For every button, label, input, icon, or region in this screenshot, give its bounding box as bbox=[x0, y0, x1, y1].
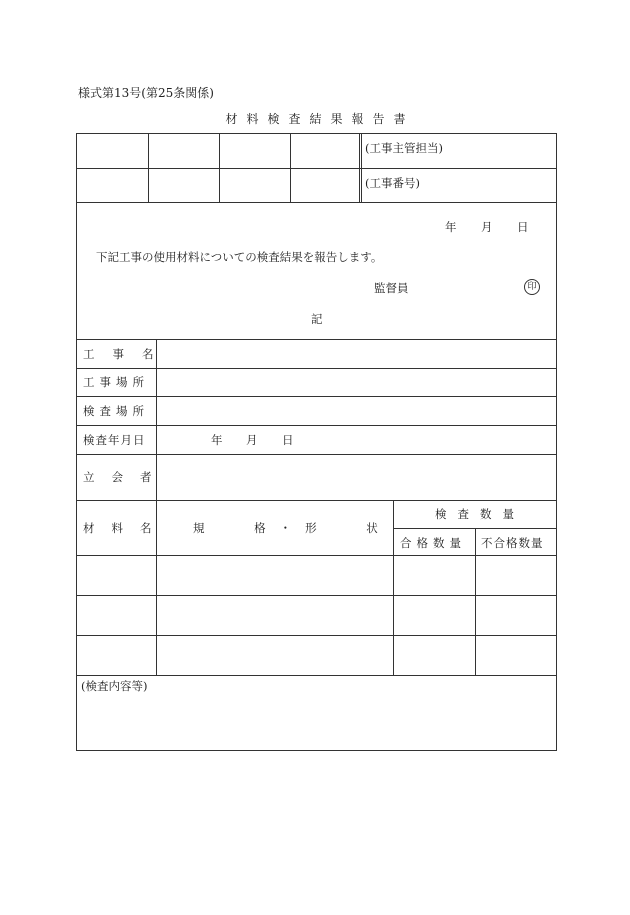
table-row-line bbox=[77, 595, 556, 596]
row-line bbox=[77, 425, 556, 426]
document-title: 材料検査結果報告書 bbox=[225, 112, 415, 126]
row-line bbox=[77, 454, 556, 455]
construction-name-label: 工事名 bbox=[83, 347, 172, 361]
inspection-quantity-header: 検査数量 bbox=[435, 507, 525, 521]
statement-block-bottom bbox=[77, 339, 556, 340]
fail-quantity-header: 不合格数量 bbox=[481, 536, 544, 550]
pass-quantity-header: 合格数量 bbox=[400, 536, 466, 550]
form-number: 様式第13号(第25条関係) bbox=[78, 86, 214, 100]
details-label-column-line bbox=[156, 339, 157, 676]
material-name-header: 材料名 bbox=[83, 521, 169, 535]
inspection-site-label: 検査場所 bbox=[83, 404, 149, 418]
inspection-date-label: 検査年月日 bbox=[83, 433, 146, 447]
report-date-day: 日 bbox=[517, 220, 529, 234]
report-date-year: 年 bbox=[445, 220, 457, 234]
note-heading: 記 bbox=[311, 312, 323, 326]
row-line bbox=[77, 396, 556, 397]
row-line bbox=[77, 368, 556, 369]
manager-label: (工事主管担当) bbox=[365, 141, 443, 155]
inspection-date-day: 日 bbox=[282, 433, 294, 447]
spec-shape-header: 規 格・形 状 bbox=[193, 521, 392, 535]
report-date-month: 月 bbox=[481, 220, 493, 234]
seal-mark-icon: 印 bbox=[524, 279, 540, 295]
approval-box-hline bbox=[77, 168, 556, 169]
remarks-label: (検査内容等) bbox=[81, 679, 148, 693]
table-row-line bbox=[77, 675, 556, 676]
witness-label: 立会者 bbox=[83, 470, 169, 484]
quantity-column-line bbox=[393, 500, 394, 676]
inspection-date-year: 年 bbox=[211, 433, 223, 447]
materials-header-bottom bbox=[77, 555, 556, 556]
inspection-date-month: 月 bbox=[246, 433, 258, 447]
pass-fail-divider bbox=[475, 528, 476, 676]
supervisor-label: 監督員 bbox=[374, 281, 409, 295]
approval-box-bottom bbox=[77, 202, 556, 203]
project-number-label: (工事番号) bbox=[365, 176, 420, 190]
table-row-line bbox=[77, 635, 556, 636]
construction-site-label: 工事場所 bbox=[83, 375, 149, 389]
report-form-frame bbox=[76, 133, 557, 751]
report-statement: 下記工事の使用材料についての検査結果を報告します。 bbox=[96, 250, 383, 264]
row-line bbox=[77, 500, 556, 501]
